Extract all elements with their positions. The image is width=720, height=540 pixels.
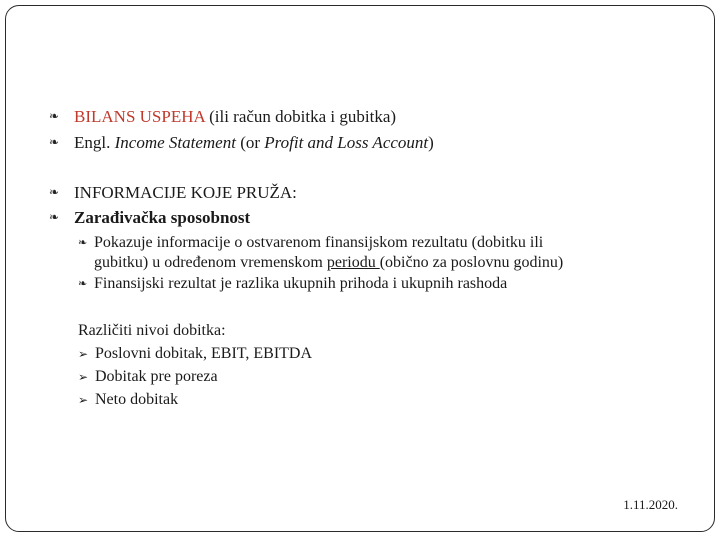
- slide-date: 1.11.2020.: [623, 497, 678, 512]
- subbullet-text: Pokazuje informacije o ostvarenom finansijskom rezultatu (dobitku ili: [94, 234, 544, 251]
- subbullet-text: gubitku) u određenom vremenskom: [94, 254, 327, 271]
- engl-or: (or: [235, 133, 265, 152]
- info-heading: INFORMACIJE KOJE PRUŽA:: [74, 183, 297, 202]
- flag-bullet-icon: ❧: [49, 135, 60, 149]
- bilans-subtitle: (ili račun dobitka i gubitka): [204, 107, 397, 126]
- level-item: ➢ Dobitak pre poreza: [78, 366, 218, 388]
- flag-bullet-icon: ❧: [78, 278, 88, 290]
- arrow-bullet-icon: ➢: [78, 370, 89, 384]
- arrow-bullet-icon: ➢: [78, 393, 89, 407]
- subbullet-text: Finansijski rezultat je razlika ukupnih prihoda i ukupnih rashoda: [94, 275, 508, 292]
- arrow-bullet-icon: ➢: [78, 347, 89, 361]
- level-item: ➢ Neto dobitak: [78, 389, 178, 411]
- subbullet-text: (obično za poslovnu godinu): [379, 254, 564, 271]
- flag-bullet-icon: ❧: [78, 237, 88, 249]
- engl-prefix: Engl.: [74, 133, 115, 152]
- zaradjivacka-heading: Zarađivačka sposobnost: [74, 208, 251, 227]
- flag-bullet-icon: ❧: [49, 210, 60, 224]
- flag-bullet-icon: ❧: [49, 109, 60, 123]
- profit-loss-term: Profit and Loss Account: [264, 133, 429, 152]
- income-statement-term: Income Statement: [114, 133, 236, 152]
- bilans-title: BILANS USPEHA: [74, 107, 205, 126]
- level-item: ➢ Poslovni dobitak, EBIT, EBITDA: [78, 343, 312, 365]
- period-term: periodu: [326, 254, 380, 271]
- engl-close: ): [428, 133, 434, 152]
- flag-bullet-icon: ❧: [49, 185, 60, 199]
- levels-heading: Različiti nivoi dobitka:: [78, 322, 226, 339]
